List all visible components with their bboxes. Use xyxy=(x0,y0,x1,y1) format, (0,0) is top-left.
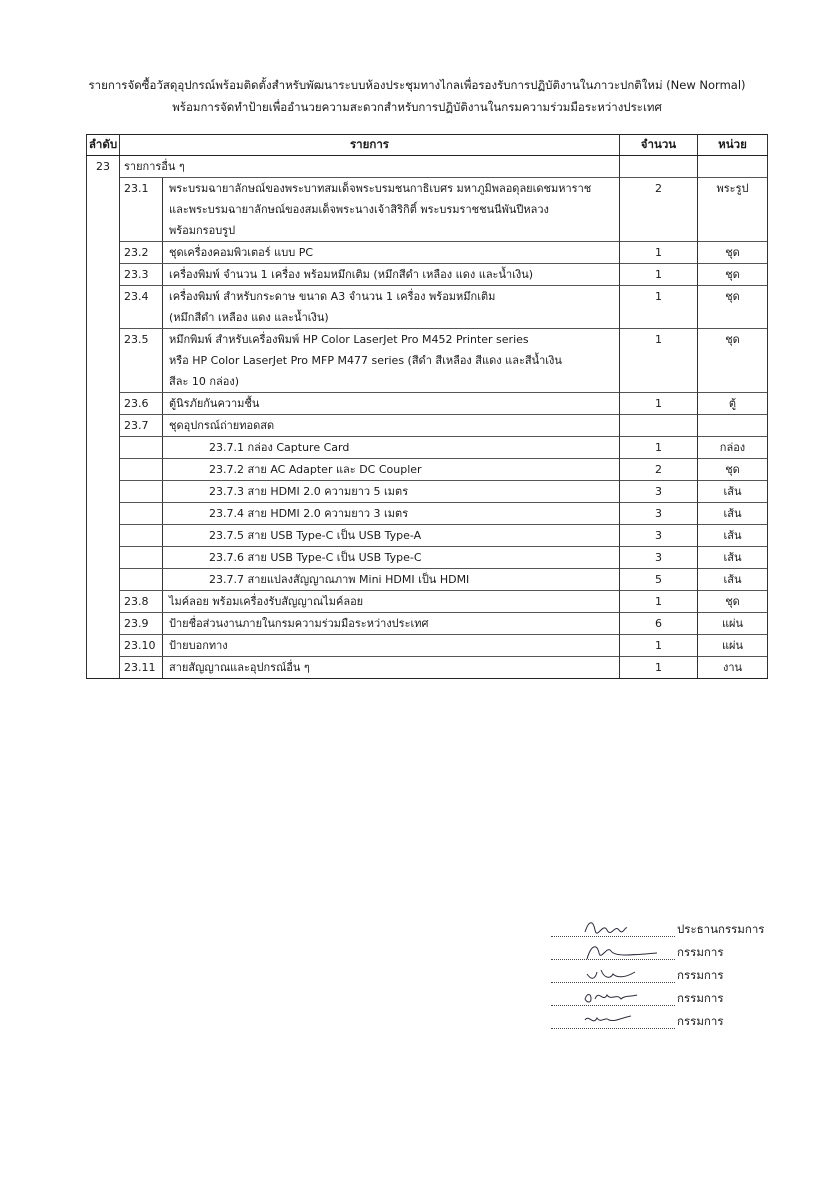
signature-role: กรรมการ xyxy=(677,1014,724,1028)
header-qty: จำนวน xyxy=(620,135,698,156)
signature-scribble xyxy=(581,1010,641,1030)
item-qty: 1 xyxy=(620,264,698,286)
table-row xyxy=(87,613,768,635)
table-row xyxy=(87,329,768,393)
item-description-line: 23.7.6 สาย USB Type-C เป็น USB Type-C xyxy=(209,551,422,564)
item-unit: แผ่น xyxy=(698,635,768,657)
item-description xyxy=(163,415,619,436)
row-item-cell xyxy=(120,525,620,547)
item-description-line: หมึกพิมพ์ สำหรับเครื่องพิมพ์ HP Color LaserJet Pro M452 Printer series xyxy=(169,333,529,346)
item-description xyxy=(163,503,619,524)
signature-role: กรรมการ xyxy=(677,991,724,1005)
item-description xyxy=(163,286,619,328)
row-order-cell xyxy=(87,635,120,657)
row-order-cell xyxy=(87,657,120,679)
item-description-line: ป้ายบอกทาง xyxy=(169,639,228,652)
item-description-line: 23.7.3 สาย HDMI 2.0 ความยาว 5 เมตร xyxy=(209,485,409,498)
item-description-line: และพระบรมฉายาลักษณ์ของสมเด็จพระนางเจ้าสิริกิติ์ พระบรมราชชนนีพันปีหลวง xyxy=(169,203,549,216)
table-row xyxy=(87,547,768,569)
table-row xyxy=(87,569,768,591)
item-number: 23.2 xyxy=(120,242,163,263)
row-item-cell xyxy=(120,481,620,503)
item-unit: เส้น xyxy=(698,525,768,547)
signature-dots xyxy=(551,945,675,960)
table-row xyxy=(87,393,768,415)
item-description-line: 23.7.2 สาย AC Adapter และ DC Coupler xyxy=(209,463,422,476)
signature-dots xyxy=(551,991,675,1006)
item-number: 23.1 xyxy=(120,178,163,241)
row-order-cell xyxy=(87,415,120,437)
row-order-cell xyxy=(87,393,120,415)
signature-scribble xyxy=(581,987,641,1007)
table-row xyxy=(87,503,768,525)
item-description xyxy=(163,569,619,590)
row-order-cell xyxy=(87,525,120,547)
row-order-cell xyxy=(87,569,120,591)
row-item-cell xyxy=(120,242,620,264)
item-qty: 1 xyxy=(620,242,698,264)
header-item: รายการ xyxy=(120,135,620,156)
row-item-cell xyxy=(120,635,620,657)
item-qty: 3 xyxy=(620,503,698,525)
item-qty: 2 xyxy=(620,459,698,481)
group-row xyxy=(87,156,768,178)
document-title-line-2: พร้อมการจัดทำป้ายเพื่ออำนวยความสะดวกสำหรับการปฏิบัติงานในกรมความร่วมมือระหว่างประเทศ xyxy=(172,100,662,114)
item-qty: 1 xyxy=(620,635,698,657)
table-row xyxy=(87,437,768,459)
item-unit: กล่อง xyxy=(698,437,768,459)
item-description-line: 23.7.1 กล่อง Capture Card xyxy=(209,441,350,454)
item-number: 23.4 xyxy=(120,286,163,328)
signature-line xyxy=(551,964,765,987)
row-item-cell xyxy=(120,503,620,525)
row-order-cell xyxy=(87,242,120,264)
item-qty: 1 xyxy=(620,437,698,459)
row-order-cell xyxy=(87,329,120,393)
item-description xyxy=(163,459,619,480)
group-number: 23 xyxy=(87,156,120,178)
row-order-cell xyxy=(87,591,120,613)
item-unit xyxy=(698,415,768,437)
item-qty: 3 xyxy=(620,547,698,569)
header-unit: หน่วย xyxy=(698,135,768,156)
signature-dots xyxy=(551,968,675,983)
item-description xyxy=(163,329,619,392)
item-qty: 5 xyxy=(620,569,698,591)
item-description xyxy=(163,525,619,546)
row-order-cell xyxy=(87,503,120,525)
item-qty: 2 xyxy=(620,178,698,242)
row-item-cell xyxy=(120,459,620,481)
item-unit: เส้น xyxy=(698,547,768,569)
item-description-line: พระบรมฉายาลักษณ์ของพระบาทสมเด็จพระบรมชนกาธิเบศร มหาภูมิพลอดุลยเดชมหาราช xyxy=(169,182,592,195)
item-unit: เส้น xyxy=(698,503,768,525)
item-number xyxy=(120,569,163,590)
item-description xyxy=(163,393,619,414)
item-description xyxy=(163,481,619,502)
item-description-line: 23.7.7 สายแปลงสัญญาณภาพ Mini HDMI เป็น HDMI xyxy=(209,573,470,586)
item-number: 23.11 xyxy=(120,657,163,678)
item-unit: ชุด xyxy=(698,264,768,286)
row-order-cell xyxy=(87,437,120,459)
row-item-cell xyxy=(120,437,620,459)
signature-dots xyxy=(551,922,675,937)
signature-line xyxy=(551,918,765,941)
table-row xyxy=(87,459,768,481)
item-unit: ชุด xyxy=(698,242,768,264)
item-description-line: (หมึกสีดำ เหลือง แดง และน้ำเงิน) xyxy=(169,311,329,324)
row-order-cell xyxy=(87,613,120,635)
row-order-cell xyxy=(87,547,120,569)
table-row xyxy=(87,481,768,503)
signature-block xyxy=(551,918,765,1033)
item-number: 23.9 xyxy=(120,613,163,634)
item-number xyxy=(120,481,163,502)
row-item-cell xyxy=(120,178,620,242)
item-number: 23.3 xyxy=(120,264,163,285)
row-item-cell xyxy=(120,547,620,569)
row-item-cell xyxy=(120,329,620,393)
item-description xyxy=(163,613,619,634)
row-item-cell xyxy=(120,415,620,437)
row-order-cell xyxy=(87,178,120,242)
item-description-line: สายสัญญาณและอุปกรณ์อื่น ๆ xyxy=(169,661,310,674)
signature-dots xyxy=(551,1014,675,1029)
signature-role: ประธานกรรมการ xyxy=(677,922,765,936)
row-order-cell xyxy=(87,264,120,286)
signature-line xyxy=(551,1010,765,1033)
row-order-cell xyxy=(87,481,120,503)
item-number xyxy=(120,459,163,480)
signature-scribble xyxy=(581,964,641,984)
item-number xyxy=(120,503,163,524)
items-table xyxy=(86,134,768,679)
item-description-line: สีละ 10 กล่อง) xyxy=(169,375,240,388)
item-qty: 3 xyxy=(620,481,698,503)
table-row xyxy=(87,286,768,329)
item-description-line: หรือ HP Color LaserJet Pro MFP M477 series (สีดำ สีเหลือง สีแดง และสีน้ำเงิน xyxy=(169,354,562,367)
item-description-line: ชุดเครื่องคอมพิวเตอร์ แบบ PC xyxy=(169,246,314,259)
item-number: 23.7 xyxy=(120,415,163,436)
header-no: ลำดับ xyxy=(87,135,120,156)
item-description-line: 23.7.5 สาย USB Type-C เป็น USB Type-A xyxy=(209,529,422,542)
row-order-cell xyxy=(87,286,120,329)
item-unit: ชุด xyxy=(698,329,768,393)
item-qty: 1 xyxy=(620,286,698,329)
item-qty: 1 xyxy=(620,329,698,393)
table-row xyxy=(87,264,768,286)
item-description xyxy=(163,242,619,263)
item-qty: 1 xyxy=(620,657,698,679)
row-item-cell xyxy=(120,286,620,329)
table-row xyxy=(87,591,768,613)
item-description-line: ตู้นิรภัยกันความชื้น xyxy=(169,397,260,410)
item-qty: 1 xyxy=(620,393,698,415)
table-row xyxy=(87,178,768,242)
signature-scribble xyxy=(581,941,661,965)
item-unit: งาน xyxy=(698,657,768,679)
row-item-cell xyxy=(120,569,620,591)
item-unit: แผ่น xyxy=(698,613,768,635)
item-unit: พระรูป xyxy=(698,178,768,242)
item-number xyxy=(120,547,163,568)
table-row xyxy=(87,415,768,437)
table-row xyxy=(87,657,768,679)
row-item-cell xyxy=(120,657,620,679)
signature-role: กรรมการ xyxy=(677,968,724,982)
table-row xyxy=(87,525,768,547)
item-qty: 1 xyxy=(620,591,698,613)
item-unit: ชุด xyxy=(698,591,768,613)
signature-line xyxy=(551,987,765,1010)
group-unit xyxy=(698,156,768,178)
item-qty: 6 xyxy=(620,613,698,635)
item-description xyxy=(163,437,619,458)
item-description-line: ไมค์ลอย พร้อมเครื่องรับสัญญาณไมค์ลอย xyxy=(169,595,364,608)
item-number: 23.10 xyxy=(120,635,163,656)
item-description-line: ป้ายชื่อส่วนงานภายในกรมความร่วมมือระหว่างประเทศ xyxy=(169,617,429,630)
row-item-cell xyxy=(120,613,620,635)
group-qty xyxy=(620,156,698,178)
item-description xyxy=(163,264,619,285)
item-qty xyxy=(620,415,698,437)
document-title-line-1: รายการจัดซื้อวัสดุอุปกรณ์พร้อมติดตั้งสำหรับพัฒนาระบบห้องประชุมทางไกลเพื่อรองรับการปฏิบัติงานในภาวะปกติใหม่ (New Normal) xyxy=(88,78,746,92)
item-number: 23.8 xyxy=(120,591,163,612)
item-description xyxy=(163,547,619,568)
item-number xyxy=(120,437,163,458)
item-description-line: พร้อมกรอบรูป xyxy=(169,224,236,237)
item-description-line: 23.7.4 สาย HDMI 2.0 ความยาว 3 เมตร xyxy=(209,507,409,520)
row-item-cell xyxy=(120,393,620,415)
item-description-line: ชุดอุปกรณ์ถ่ายทอดสด xyxy=(169,419,275,432)
table-row xyxy=(87,635,768,657)
item-number xyxy=(120,525,163,546)
item-number: 23.5 xyxy=(120,329,163,392)
table-header-row xyxy=(87,135,768,156)
row-item-cell xyxy=(120,264,620,286)
item-description-line: เครื่องพิมพ์ จำนวน 1 เครื่อง พร้อมหมึกเติม (หมึกสีดำ เหลือง แดง และน้ำเงิน) xyxy=(169,268,534,281)
signature-role: กรรมการ xyxy=(677,945,724,959)
item-unit: ชุด xyxy=(698,459,768,481)
item-description-line: เครื่องพิมพ์ สำหรับกระดาษ ขนาด A3 จำนวน 1 เครื่อง พร้อมหมึกเติม xyxy=(169,290,496,303)
item-qty: 3 xyxy=(620,525,698,547)
signature-scribble xyxy=(581,918,631,938)
item-description xyxy=(163,178,619,241)
group-title: รายการอื่น ๆ xyxy=(120,156,620,178)
item-unit: เส้น xyxy=(698,481,768,503)
item-number: 23.6 xyxy=(120,393,163,414)
row-item-cell xyxy=(120,591,620,613)
table-row xyxy=(87,242,768,264)
item-unit: เส้น xyxy=(698,569,768,591)
signature-line xyxy=(551,941,765,964)
row-order-cell xyxy=(87,459,120,481)
item-description xyxy=(163,657,619,678)
item-description xyxy=(163,635,619,656)
item-unit: ตู้ xyxy=(698,393,768,415)
item-unit: ชุด xyxy=(698,286,768,329)
item-description xyxy=(163,591,619,612)
